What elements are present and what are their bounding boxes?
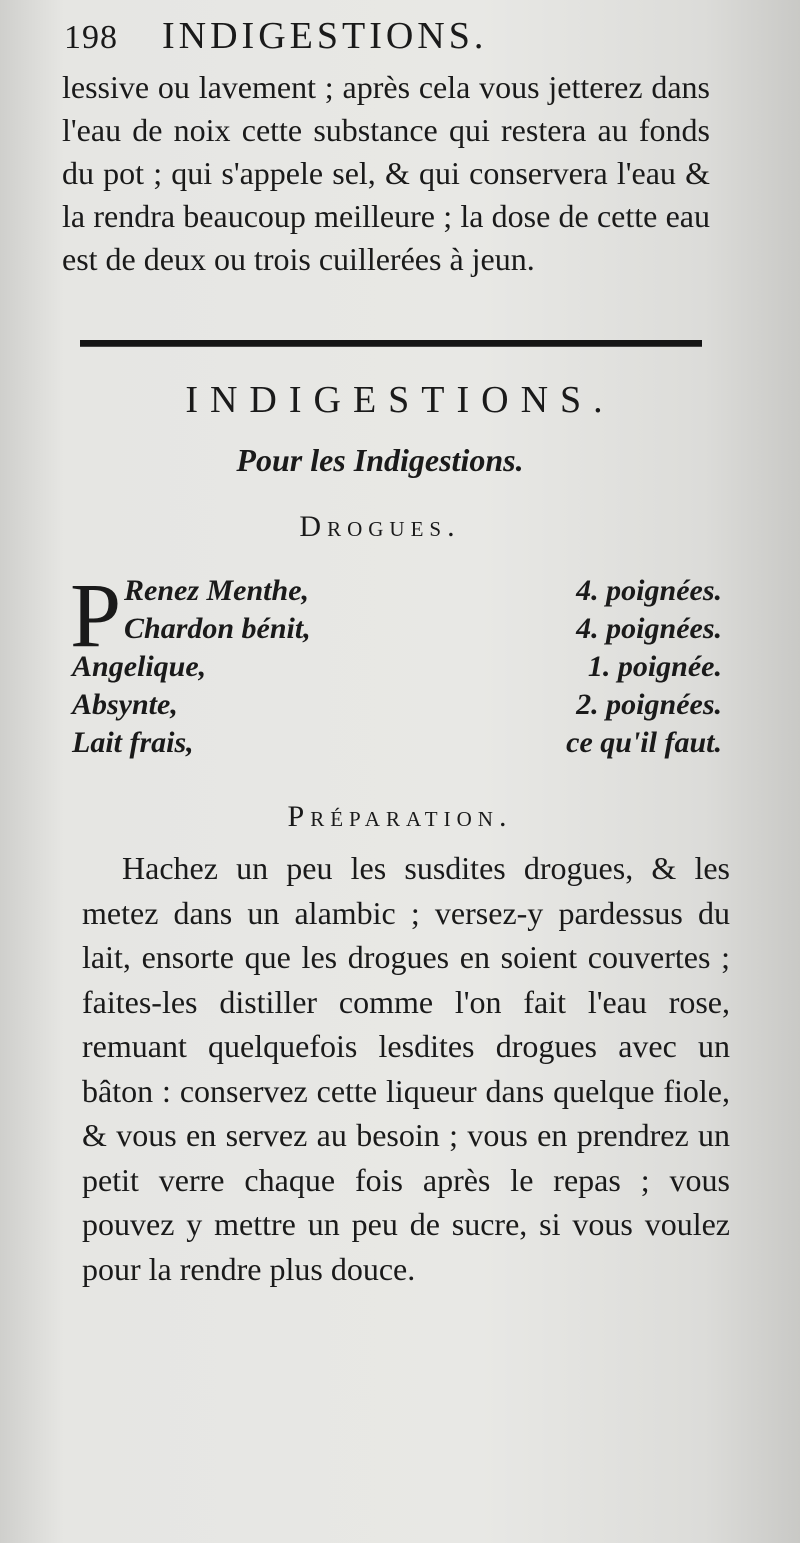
drug-list xyxy=(70,564,722,764)
running-title: INDIGESTIONS. xyxy=(162,15,488,57)
drug-quantity: ce qu'il faut. xyxy=(566,726,722,759)
section-divider-rule xyxy=(80,340,702,347)
drug-name: Lait frais, xyxy=(72,726,194,759)
recipe-subtitle: Pour les Indigestions. xyxy=(236,442,524,478)
drug-quantity: 4. poignées. xyxy=(576,612,722,645)
continued-paragraph-text: lessive ou lavement ; après cela vous jetterez dans l'eau de noix cette substance qui restera au fonds du pot ; qui s'appele sel, & qui conservera l'eau & la rendra beaucoup meilleure ; la dose de cette eau est de deux ou trois cuillerées à jeun. xyxy=(62,69,710,277)
drug-quantity: 2. poignées. xyxy=(576,688,722,721)
drug-row xyxy=(72,612,722,650)
drug-row xyxy=(72,650,722,688)
running-header xyxy=(64,14,760,58)
drug-name: Chardon bénit, xyxy=(124,612,311,645)
drug-quantity: 4. poignées. xyxy=(576,574,722,607)
section-title: INDIGESTIONS. xyxy=(185,379,615,421)
drugs-heading: Drogues. xyxy=(299,510,461,543)
continued-paragraph xyxy=(62,66,710,281)
drop-cap: P xyxy=(70,564,122,666)
page-number: 198 xyxy=(64,19,118,56)
drug-name: Renez Menthe, xyxy=(124,574,310,607)
drug-row xyxy=(72,726,722,764)
preparation-heading: Préparation. xyxy=(287,800,513,833)
drug-row xyxy=(72,574,722,612)
drug-quantity: 1. poignée. xyxy=(587,650,722,683)
drug-row xyxy=(72,688,722,726)
drug-name: Angelique, xyxy=(72,650,207,683)
drug-name: Absynte, xyxy=(72,688,178,721)
preparation-text: Hachez un peu les susdites drogues, & les metez dans un alambic ; versez-y pardessus du lait, ensorte que les drogues en soient couvertes ; faites-les distiller comme l'on fait l'eau rose, remuant quelquefois lesdites drogues avec un bâton : conservez cette liqueur dans quelque fiole, & vous en servez au besoin ; vous en prendrez un petit verre chaque fois après le repas ; vous pouvez y mettre un peu de sucre, si vous voulez pour la rendre plus douce. xyxy=(82,850,730,1287)
preparation-paragraph xyxy=(82,846,730,1291)
